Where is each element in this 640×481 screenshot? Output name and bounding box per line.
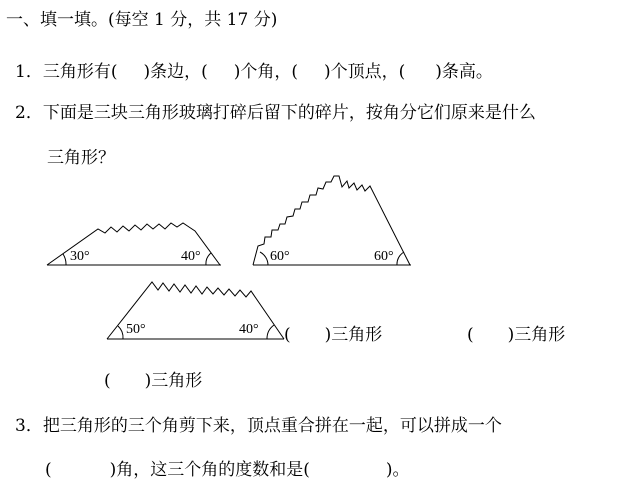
question-1-seg4: )个顶点，( <box>324 62 406 82</box>
question-1-seg1: 三角形有( <box>42 62 118 82</box>
fragment-3-left-angle: 50° <box>126 322 146 337</box>
question-3-line-2 <box>45 459 410 481</box>
question-3-seg2: )角，这三个角的度数和是( <box>109 460 310 480</box>
question-3-seg1: ( <box>45 460 52 480</box>
section-title: 一、填一填。(每空 1 分，共 17 分) <box>6 10 278 30</box>
fragment-2-left-angle: 60° <box>270 249 290 264</box>
fragment-2-right-angle: 60° <box>374 249 394 264</box>
question-2-answer-1[interactable]: ( )三角形 <box>284 325 383 345</box>
question-3-line-1 <box>15 415 502 437</box>
question-1-number: 1． <box>15 62 43 82</box>
question-1-seg3: )个角，( <box>233 62 298 82</box>
question-2-answer-3[interactable]: ( )三角形 <box>104 371 203 391</box>
question-3-text: 把三角形的三个角剪下来，顶点重合拼在一起，可以拼成一个 <box>42 416 502 436</box>
question-1-seg5: )条高。 <box>435 62 493 82</box>
question-2-text: 下面是三块三角形玻璃打碎后留下的碎片，按角分它们原来是什么 <box>42 103 536 123</box>
fragment-3-right-angle: 40° <box>239 322 259 337</box>
question-3-number: 3． <box>15 416 43 436</box>
fragment-1-left-angle: 30° <box>70 249 90 264</box>
question-2-number: 2． <box>15 103 43 123</box>
question-1-seg2: )条边，( <box>143 62 208 82</box>
question-2-answer-2[interactable]: ( )三角形 <box>467 325 566 345</box>
question-3-seg3: )。 <box>385 460 410 480</box>
fragment-1-right-angle: 40° <box>181 249 201 264</box>
question-2-line-2: 三角形？ <box>47 148 115 168</box>
